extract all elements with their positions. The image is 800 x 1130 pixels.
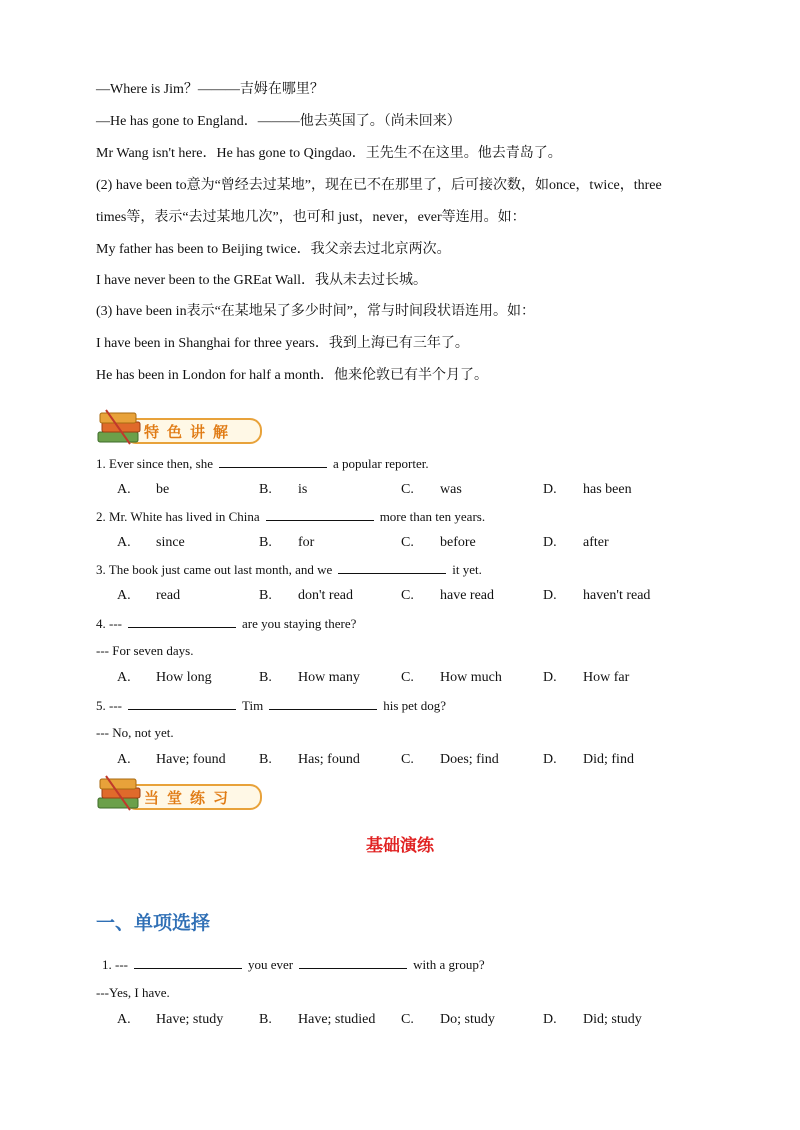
- options-row: [0, 588, 800, 608]
- books-icon: [96, 406, 144, 450]
- option-letter: D.: [543, 588, 557, 603]
- option-d[interactable]: after: [583, 535, 609, 550]
- question-1: [96, 455, 429, 472]
- option-d[interactable]: How far: [583, 670, 630, 685]
- option-a[interactable]: Have; found: [156, 752, 226, 767]
- question-text: a popular reporter.: [332, 456, 429, 471]
- option-letter: A.: [117, 535, 131, 550]
- practice-question-1: [102, 956, 485, 973]
- option-c[interactable]: Does; find: [440, 752, 499, 767]
- options-row: [0, 482, 800, 502]
- option-letter: B.: [259, 588, 272, 603]
- option-c[interactable]: have read: [440, 588, 495, 603]
- option-letter: D.: [543, 670, 557, 685]
- note-line: —He has gone to England．———他去英国了。（尚未回来）: [96, 114, 461, 129]
- question-text: 1. ---: [102, 957, 128, 972]
- note-line: He has been in London for half a month．他来伦敦已有半个月了。: [96, 368, 488, 383]
- option-b[interactable]: don't read: [298, 588, 354, 603]
- option-a[interactable]: since: [156, 535, 185, 550]
- option-letter: D.: [543, 482, 557, 497]
- option-letter: C.: [401, 1012, 414, 1027]
- option-letter: A.: [117, 482, 131, 497]
- badge-label: 当堂练习: [144, 789, 237, 807]
- question-text: 3. The book just came out last month, and we: [96, 562, 333, 577]
- option-letter: A.: [117, 752, 131, 767]
- question-text: with a group?: [413, 957, 485, 972]
- answer-blank[interactable]: [338, 561, 446, 574]
- option-b[interactable]: Has; found: [298, 752, 360, 767]
- option-c[interactable]: How much: [440, 670, 502, 685]
- note-line: I have never been to the GREat Wall．我从未去过长城。: [96, 273, 428, 288]
- note-line: My father has been to Beijing twice．我父亲去过北京两次。: [96, 242, 451, 257]
- question-5: [96, 697, 446, 714]
- question-text: it yet.: [452, 562, 482, 577]
- option-letter: C.: [401, 588, 414, 603]
- question-text: you ever: [248, 957, 294, 972]
- option-a[interactable]: be: [156, 482, 170, 497]
- option-b[interactable]: is: [298, 482, 308, 497]
- option-letter: B.: [259, 535, 272, 550]
- question-4-reply: --- For seven days.: [96, 643, 194, 658]
- option-b[interactable]: for: [298, 535, 315, 550]
- option-letter: C.: [401, 482, 414, 497]
- option-a[interactable]: read: [156, 588, 181, 603]
- option-letter: D.: [543, 1012, 557, 1027]
- option-letter: C.: [401, 670, 414, 685]
- option-letter: A.: [117, 670, 131, 685]
- note-line: times等，表示“去过某地几次”，也可和 just，never，ever等连用。如：: [96, 210, 526, 225]
- option-letter: D.: [543, 535, 557, 550]
- badge-label: 特色讲解: [144, 423, 237, 441]
- question-text: 2. Mr. White has lived in China: [96, 509, 260, 524]
- option-b[interactable]: Have; studied: [298, 1012, 376, 1027]
- section-badge-featured: [96, 406, 262, 450]
- option-letter: D.: [543, 752, 557, 767]
- question-text: Tim: [242, 698, 264, 713]
- note-line: (3) have been in表示“在某地呆了多少时间”，常与时间段状语连用。如：: [96, 304, 535, 319]
- answer-blank[interactable]: [219, 455, 327, 468]
- option-a[interactable]: Have; study: [156, 1012, 224, 1027]
- option-letter: B.: [259, 482, 272, 497]
- question-5-reply: --- No, not yet.: [96, 725, 174, 740]
- options-row: [0, 535, 800, 555]
- option-d[interactable]: has been: [583, 482, 632, 497]
- option-c[interactable]: before: [440, 535, 476, 550]
- question-3: [96, 561, 482, 578]
- badge-bar: [124, 418, 262, 444]
- options-row: [0, 1012, 800, 1032]
- question-text: are you staying there?: [242, 616, 357, 631]
- option-letter: B.: [259, 752, 272, 767]
- note-line: —Where is Jim？———吉姆在哪里？: [96, 82, 324, 97]
- answer-blank[interactable]: [128, 697, 236, 710]
- answer-blank[interactable]: [266, 508, 374, 521]
- option-d[interactable]: Did; study: [583, 1012, 642, 1027]
- option-letter: B.: [259, 1012, 272, 1027]
- books-icon: [96, 772, 144, 816]
- question-text: 5. ---: [96, 698, 122, 713]
- question-text: 1. Ever since then, she: [96, 456, 213, 471]
- option-d[interactable]: haven't read: [583, 588, 651, 603]
- question-text: his pet dog?: [383, 698, 447, 713]
- answer-blank[interactable]: [269, 697, 377, 710]
- option-c[interactable]: Do; study: [440, 1012, 495, 1027]
- note-line: Mr Wang isn't here．He has gone to Qingdao．王先生不在这里。他去青岛了。: [96, 146, 562, 161]
- option-c[interactable]: was: [440, 482, 462, 497]
- question-2: [96, 508, 485, 525]
- answer-blank[interactable]: [299, 956, 407, 969]
- center-title: 基础演练: [366, 836, 434, 856]
- option-b[interactable]: How many: [298, 670, 360, 685]
- answer-blank[interactable]: [134, 956, 242, 969]
- options-row: [0, 752, 800, 772]
- option-letter: B.: [259, 670, 272, 685]
- note-line: (2) have been to意为“曾经去过某地”，现在已不在那里了，后可接次数，如once，twice，three: [96, 178, 662, 193]
- option-letter: C.: [401, 752, 414, 767]
- practice-question-1-reply: ---Yes, I have.: [96, 985, 170, 1000]
- note-line: I have been in Shanghai for three years．我到上海已有三年了。: [96, 336, 469, 351]
- section-heading: 一、单项选择: [96, 912, 211, 934]
- answer-blank[interactable]: [128, 615, 236, 628]
- option-d[interactable]: Did; find: [583, 752, 634, 767]
- option-letter: A.: [117, 1012, 131, 1027]
- section-badge-practice: [96, 772, 262, 816]
- option-a[interactable]: How long: [156, 670, 212, 685]
- question-4: [96, 615, 356, 632]
- badge-bar: [124, 784, 262, 810]
- question-text: 4. ---: [96, 616, 122, 631]
- option-letter: C.: [401, 535, 414, 550]
- question-text: more than ten years.: [379, 509, 486, 524]
- options-row: [0, 670, 800, 690]
- option-letter: A.: [117, 588, 131, 603]
